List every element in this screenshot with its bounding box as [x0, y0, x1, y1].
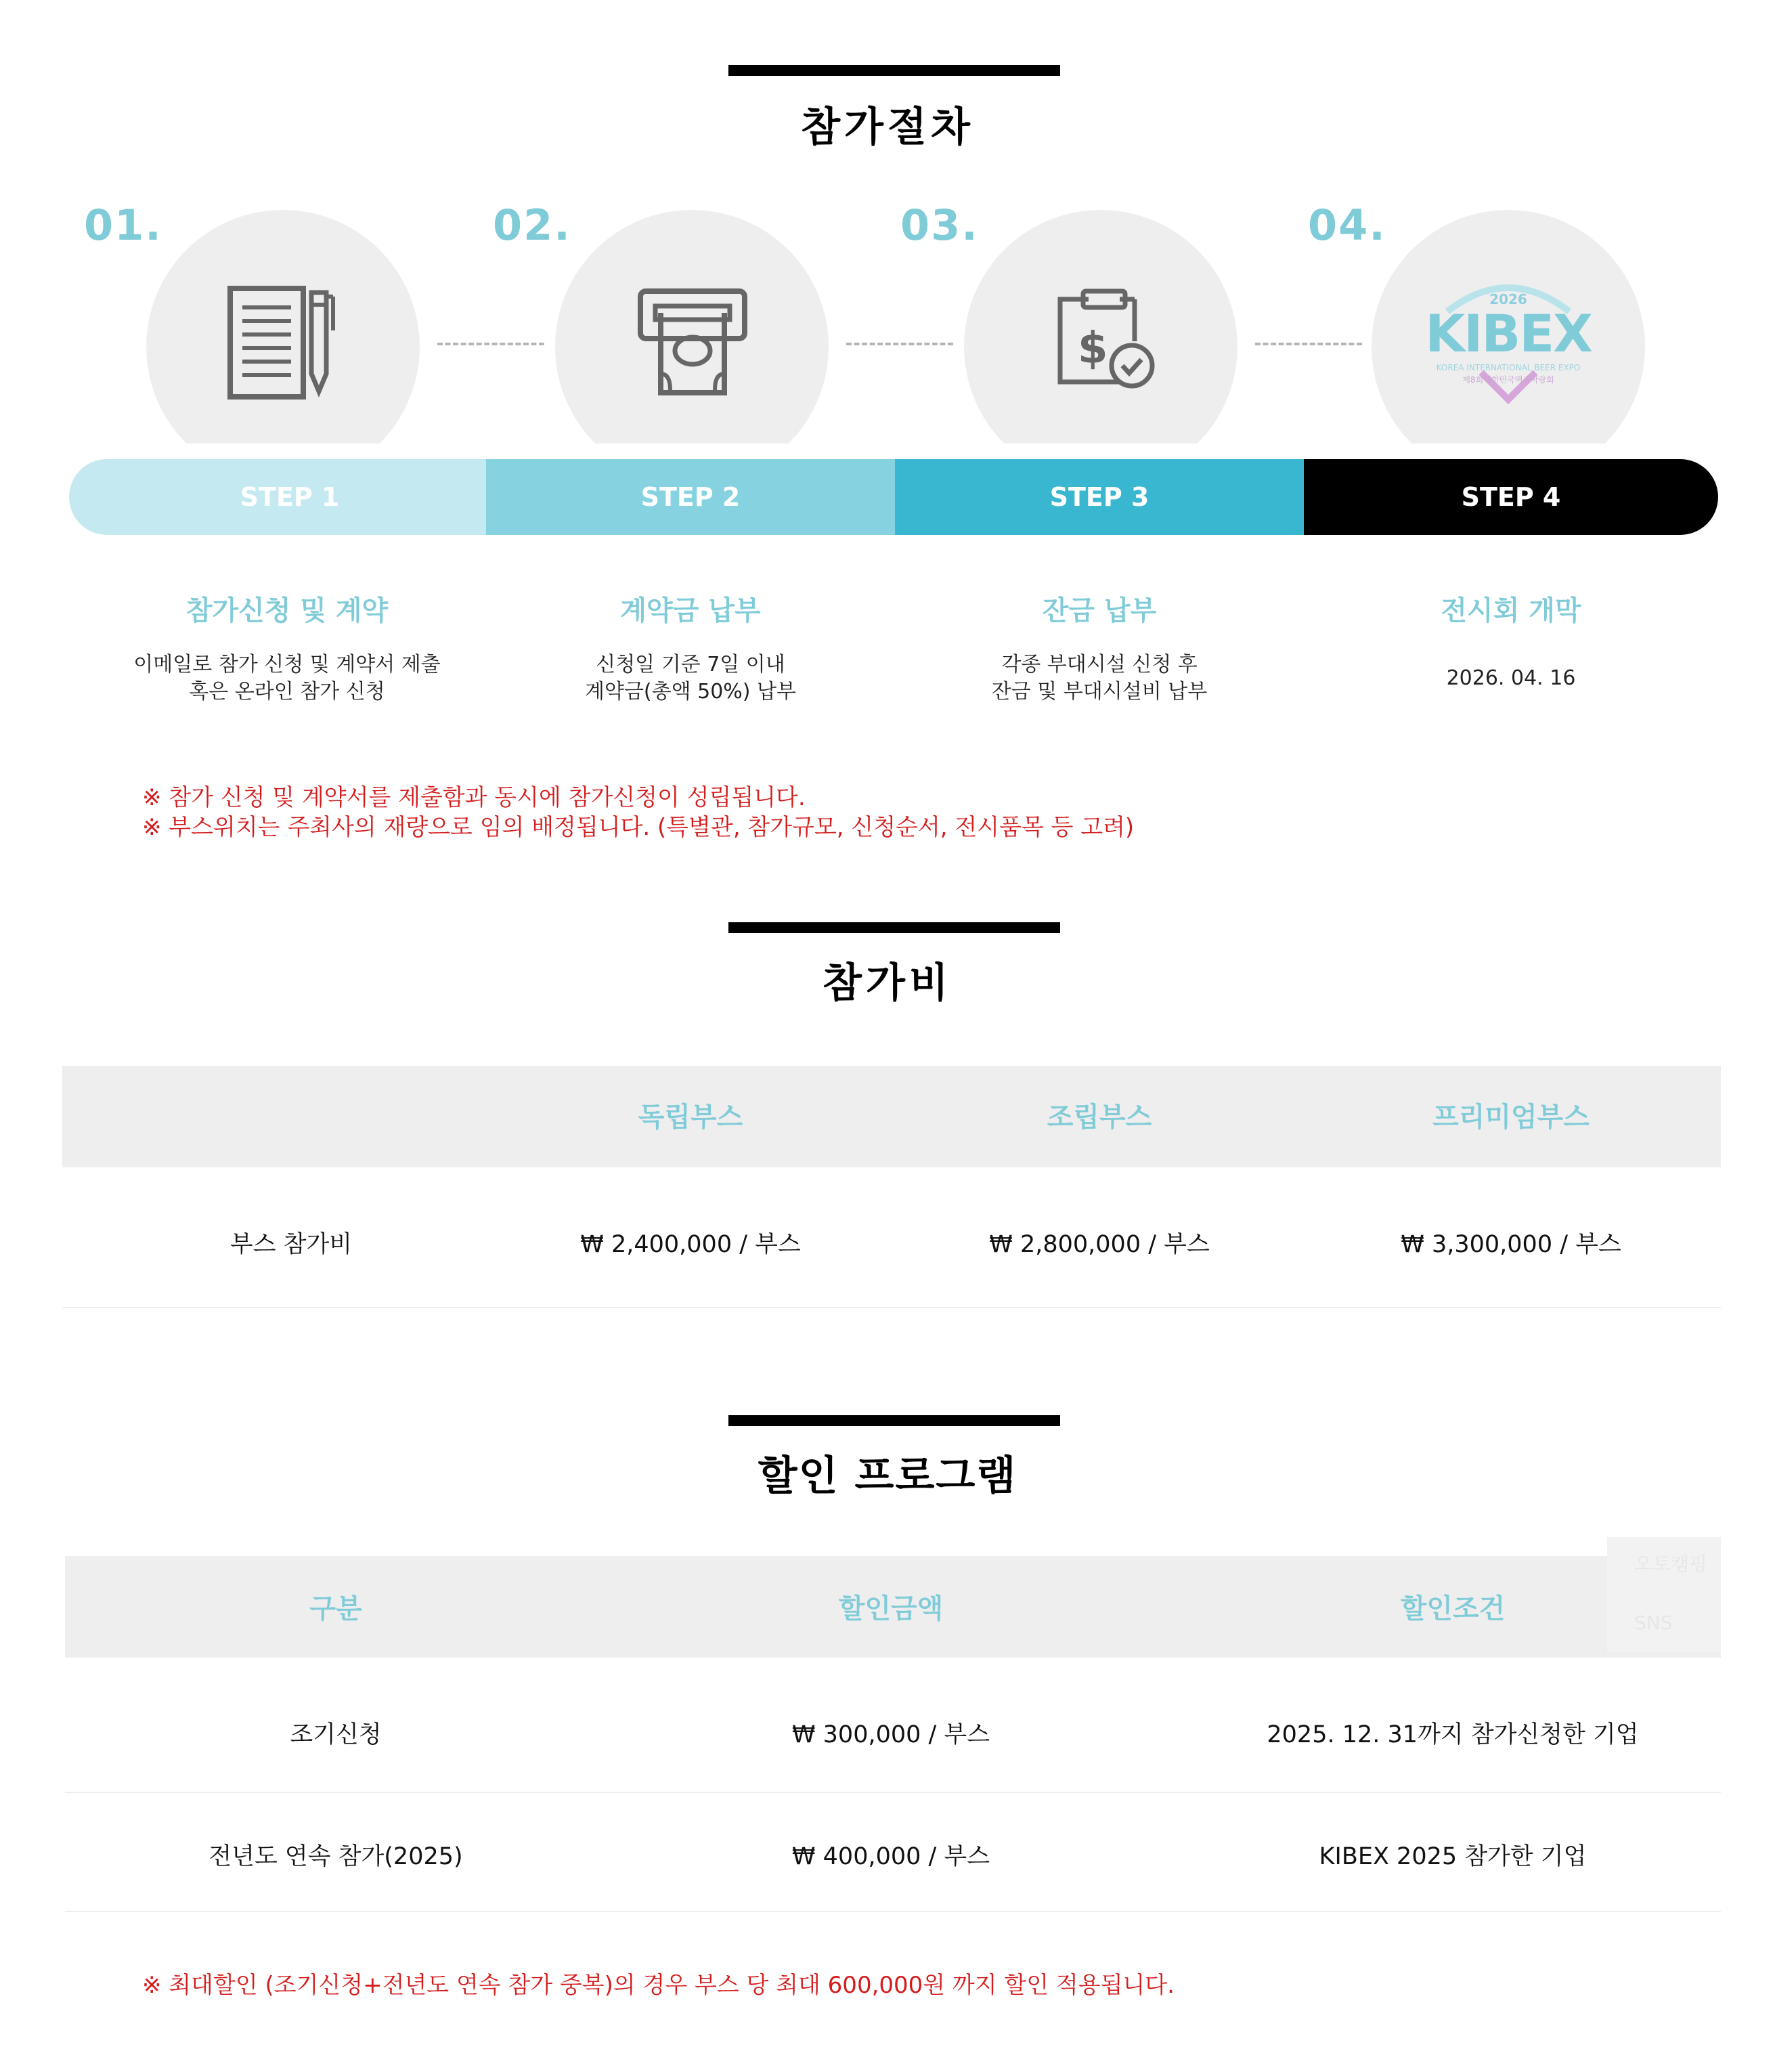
procedure-note-2: ※ 부스위치는 주최사의 재량으로 임의 배정됩니다. (특별관, 참가규모, 신청순서, 전시품목 등 고려) [142, 814, 1135, 841]
step-1-circle [146, 210, 420, 444]
step-desc-2 [487, 651, 894, 706]
step-desc-1 [84, 651, 490, 706]
step-desc-line: 이메일로 참가 신청 및 계약서 제출 [133, 653, 441, 676]
step-title-1: 참가신청 및 계약 [185, 595, 389, 626]
section-divider [728, 65, 1060, 76]
fees-header-type: 조립부스 [1047, 1102, 1152, 1133]
discount-row-amount: ₩ 300,000 / 부스 [791, 1721, 990, 1748]
discount-header-amount: 할인금액 [838, 1593, 944, 1624]
section-divider [728, 922, 1060, 933]
fees-header-type: 독립부스 [638, 1102, 743, 1133]
step-title-2: 계약금 납부 [620, 595, 761, 626]
fees-row-label: 부스 참가비 [229, 1231, 353, 1258]
table-divider [65, 1792, 1721, 1793]
step-title-3: 잔금 납부 [1042, 595, 1157, 626]
floating-side-widget[interactable] [1607, 1537, 1721, 1652]
procedure-title: 참가절차 [801, 104, 974, 151]
fees-row-value: ₩ 2,800,000 / 부스 [989, 1231, 1210, 1258]
table-divider [62, 1307, 1721, 1308]
logo-name: KIBEX [1425, 303, 1592, 364]
step-connector [846, 343, 953, 345]
step-desc-line: 신청일 기준 7일 이내 [596, 653, 785, 676]
step-2-circle [555, 210, 829, 444]
procedure-note-1: ※ 참가 신청 및 계약서를 제출함과 동시에 참가신청이 성립됩니다. [142, 784, 806, 811]
discount-row-amount: ₩ 400,000 / 부스 [791, 1843, 990, 1870]
fees-row-value: ₩ 3,300,000 / 부스 [1401, 1231, 1621, 1258]
fees-row-value: ₩ 2,400,000 / 부스 [580, 1231, 801, 1258]
logo-year: 2026 [1489, 291, 1527, 307]
step-desc-4 [1308, 665, 1714, 692]
step-connector [1255, 343, 1362, 345]
step-number-2: 02. [493, 200, 571, 250]
kibex-logo [1420, 271, 1596, 406]
step-number-1: 01. [84, 200, 162, 250]
step-desc-line: 각종 부대시설 신청 후 [1001, 653, 1198, 676]
fees-title: 참가비 [823, 959, 952, 1007]
step-desc-line: 잔금 및 부대시설비 납부 [991, 680, 1208, 704]
discount-title: 할인 프로그램 [758, 1452, 1017, 1500]
step-desc-line: 계약금(총액 50%) 납부 [584, 680, 797, 704]
step-title-4: 전시회 개막 [1441, 595, 1581, 626]
discount-header-condition: 할인조건 [1400, 1593, 1506, 1624]
atm-cash-icon [635, 286, 750, 401]
step-bar-3: STEP 3 [895, 459, 1304, 535]
section-divider [728, 1415, 1060, 1426]
step-bar-4: STEP 4 [1304, 459, 1718, 535]
step-connector [437, 343, 544, 345]
document-pen-icon [222, 283, 344, 405]
step-desc-3 [896, 651, 1302, 706]
fees-header-type: 프리미엄부스 [1432, 1102, 1590, 1133]
discount-row-category: 전년도 연속 참가(2025) [209, 1843, 463, 1870]
step-desc-line: 2026. 04. 16 [1446, 666, 1576, 690]
side-widget-item[interactable]: 오토캠핑 [1634, 1553, 1708, 1575]
discount-row-condition: KIBEX 2025 참가한 기업 [1319, 1843, 1587, 1870]
side-widget-item[interactable]: SNS [1634, 1612, 1673, 1634]
step-desc-line: 혹은 온라인 참가 신청 [189, 680, 385, 704]
discount-header-category: 구분 [309, 1593, 362, 1624]
discount-row-category: 조기신청 [290, 1721, 382, 1748]
step-4-circle [1372, 210, 1645, 444]
step-bar-2: STEP 2 [486, 459, 895, 535]
clipboard-dollar-check-icon [1051, 287, 1159, 395]
step-number-4: 04. [1308, 200, 1386, 250]
svg-text:$: $ [1078, 324, 1108, 374]
logo-subtitle: KOREA INTERNATIONAL BEER EXPO [1436, 363, 1581, 372]
step-3-circle [964, 210, 1237, 444]
step-bar-1: STEP 1 [69, 459, 486, 535]
discount-note: ※ 최대할인 (조기신청+전년도 연속 참가 중복)의 경우 부스 당 최대 600,000원 까지 할인 적용됩니다. [142, 1972, 1175, 1999]
logo-korean: 제8회대한민국맥주박람회 [1462, 375, 1554, 385]
step-number-3: 03. [900, 200, 979, 250]
table-divider [65, 1911, 1721, 1912]
discount-row-condition: 2025. 12. 31까지 참가신청한 기업 [1267, 1721, 1639, 1748]
